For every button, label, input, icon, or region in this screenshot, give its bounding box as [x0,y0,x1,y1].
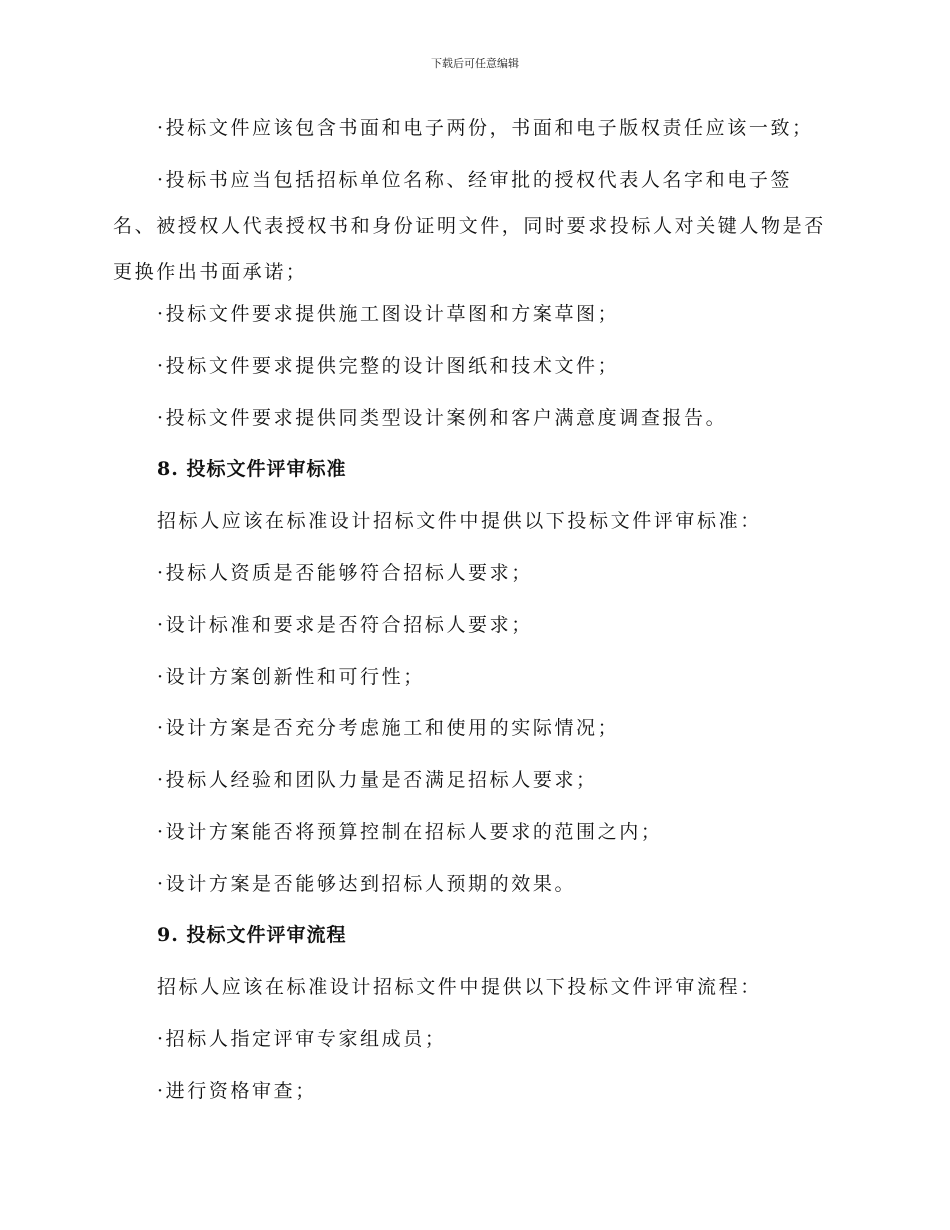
paragraph-drawings-full: ·投标文件要求提供完整的设计图纸和技术文件； [157,355,620,377]
page-header: 下载后可任意编辑 [431,57,519,70]
paragraph-line: 更换作出书面承诺； [113,261,308,283]
list-item: ·招标人指定评审专家组成员； [157,1028,447,1050]
section-9-intro: 招标人应该在标准设计招标文件中提供以下投标文件评审流程： [157,976,762,998]
list-item: ·设计标准和要求是否符合招标人要求； [157,614,533,636]
list-item: ·投标人资质是否能够符合招标人要求； [157,562,533,584]
paragraph-drawings-draft: ·投标文件要求提供施工图设计草图和方案草图； [157,303,620,325]
paragraph-bid-letter [113,157,843,295]
section-8-heading: 8. 投标文件评审标准 [157,458,347,480]
list-item: ·设计方案能否将预算控制在招标人要求的范围之内； [157,821,663,843]
paragraph-cases: ·投标文件要求提供同类型设计案例和客户满意度调查报告。 [157,407,728,429]
section-8-intro: 招标人应该在标准设计招标文件中提供以下投标文件评审标准： [157,510,762,532]
paragraph-line: 名、被授权人代表授权书和身份证明文件，同时要求投标人对关键人物是否 [113,215,826,237]
section-9-heading: 9. 投标文件评审流程 [157,924,347,946]
list-item: ·设计方案是否充分考虑施工和使用的实际情况； [157,717,620,739]
paragraph-bid-copies: ·投标文件应该包含书面和电子两份，书面和电子版权责任应该一致； [157,117,814,139]
list-item: ·投标人经验和团队力量是否满足招标人要求； [157,769,598,791]
list-item: ·设计方案创新性和可行性； [157,666,425,688]
list-item: ·进行资格审查； [157,1080,317,1102]
paragraph-line: ·投标书应当包括招标单位名称、经审批的授权代表人名字和电子签 [157,169,793,191]
list-item: ·设计方案是否能够达到招标人预期的效果。 [157,873,577,895]
